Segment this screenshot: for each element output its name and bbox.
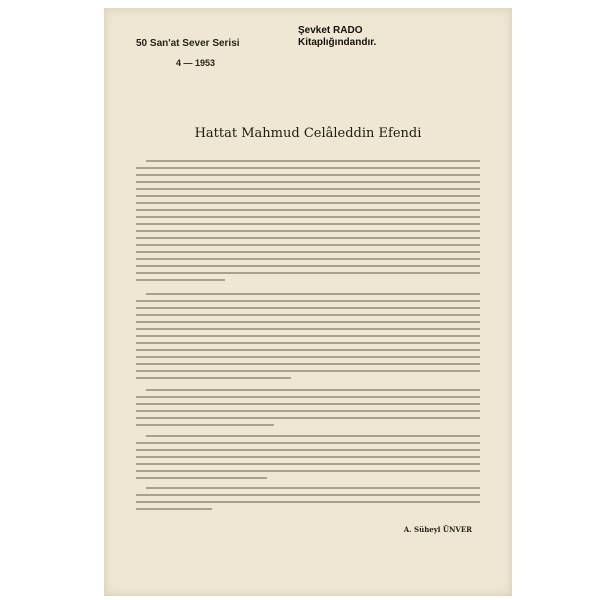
paragraph bbox=[136, 160, 480, 286]
paragraph bbox=[136, 435, 480, 484]
paragraph bbox=[136, 389, 480, 431]
stamp-line-owner: Şevket RADO bbox=[298, 25, 363, 36]
author-signature: A. Süheyl ÜNVER bbox=[403, 525, 472, 534]
paragraph bbox=[136, 487, 480, 515]
series-label: 50 San'at Sever Serisi bbox=[136, 38, 240, 49]
page-title: Hattat Mahmud Celâleddin Efendi bbox=[194, 126, 422, 141]
paragraph bbox=[136, 293, 480, 384]
issue-number: 4 — 1953 bbox=[176, 58, 216, 68]
article-body bbox=[136, 160, 480, 512]
document-page bbox=[104, 8, 512, 596]
stamp-line-library: Kitaplığındandır. bbox=[298, 37, 377, 48]
ownership-stamp bbox=[298, 25, 376, 49]
